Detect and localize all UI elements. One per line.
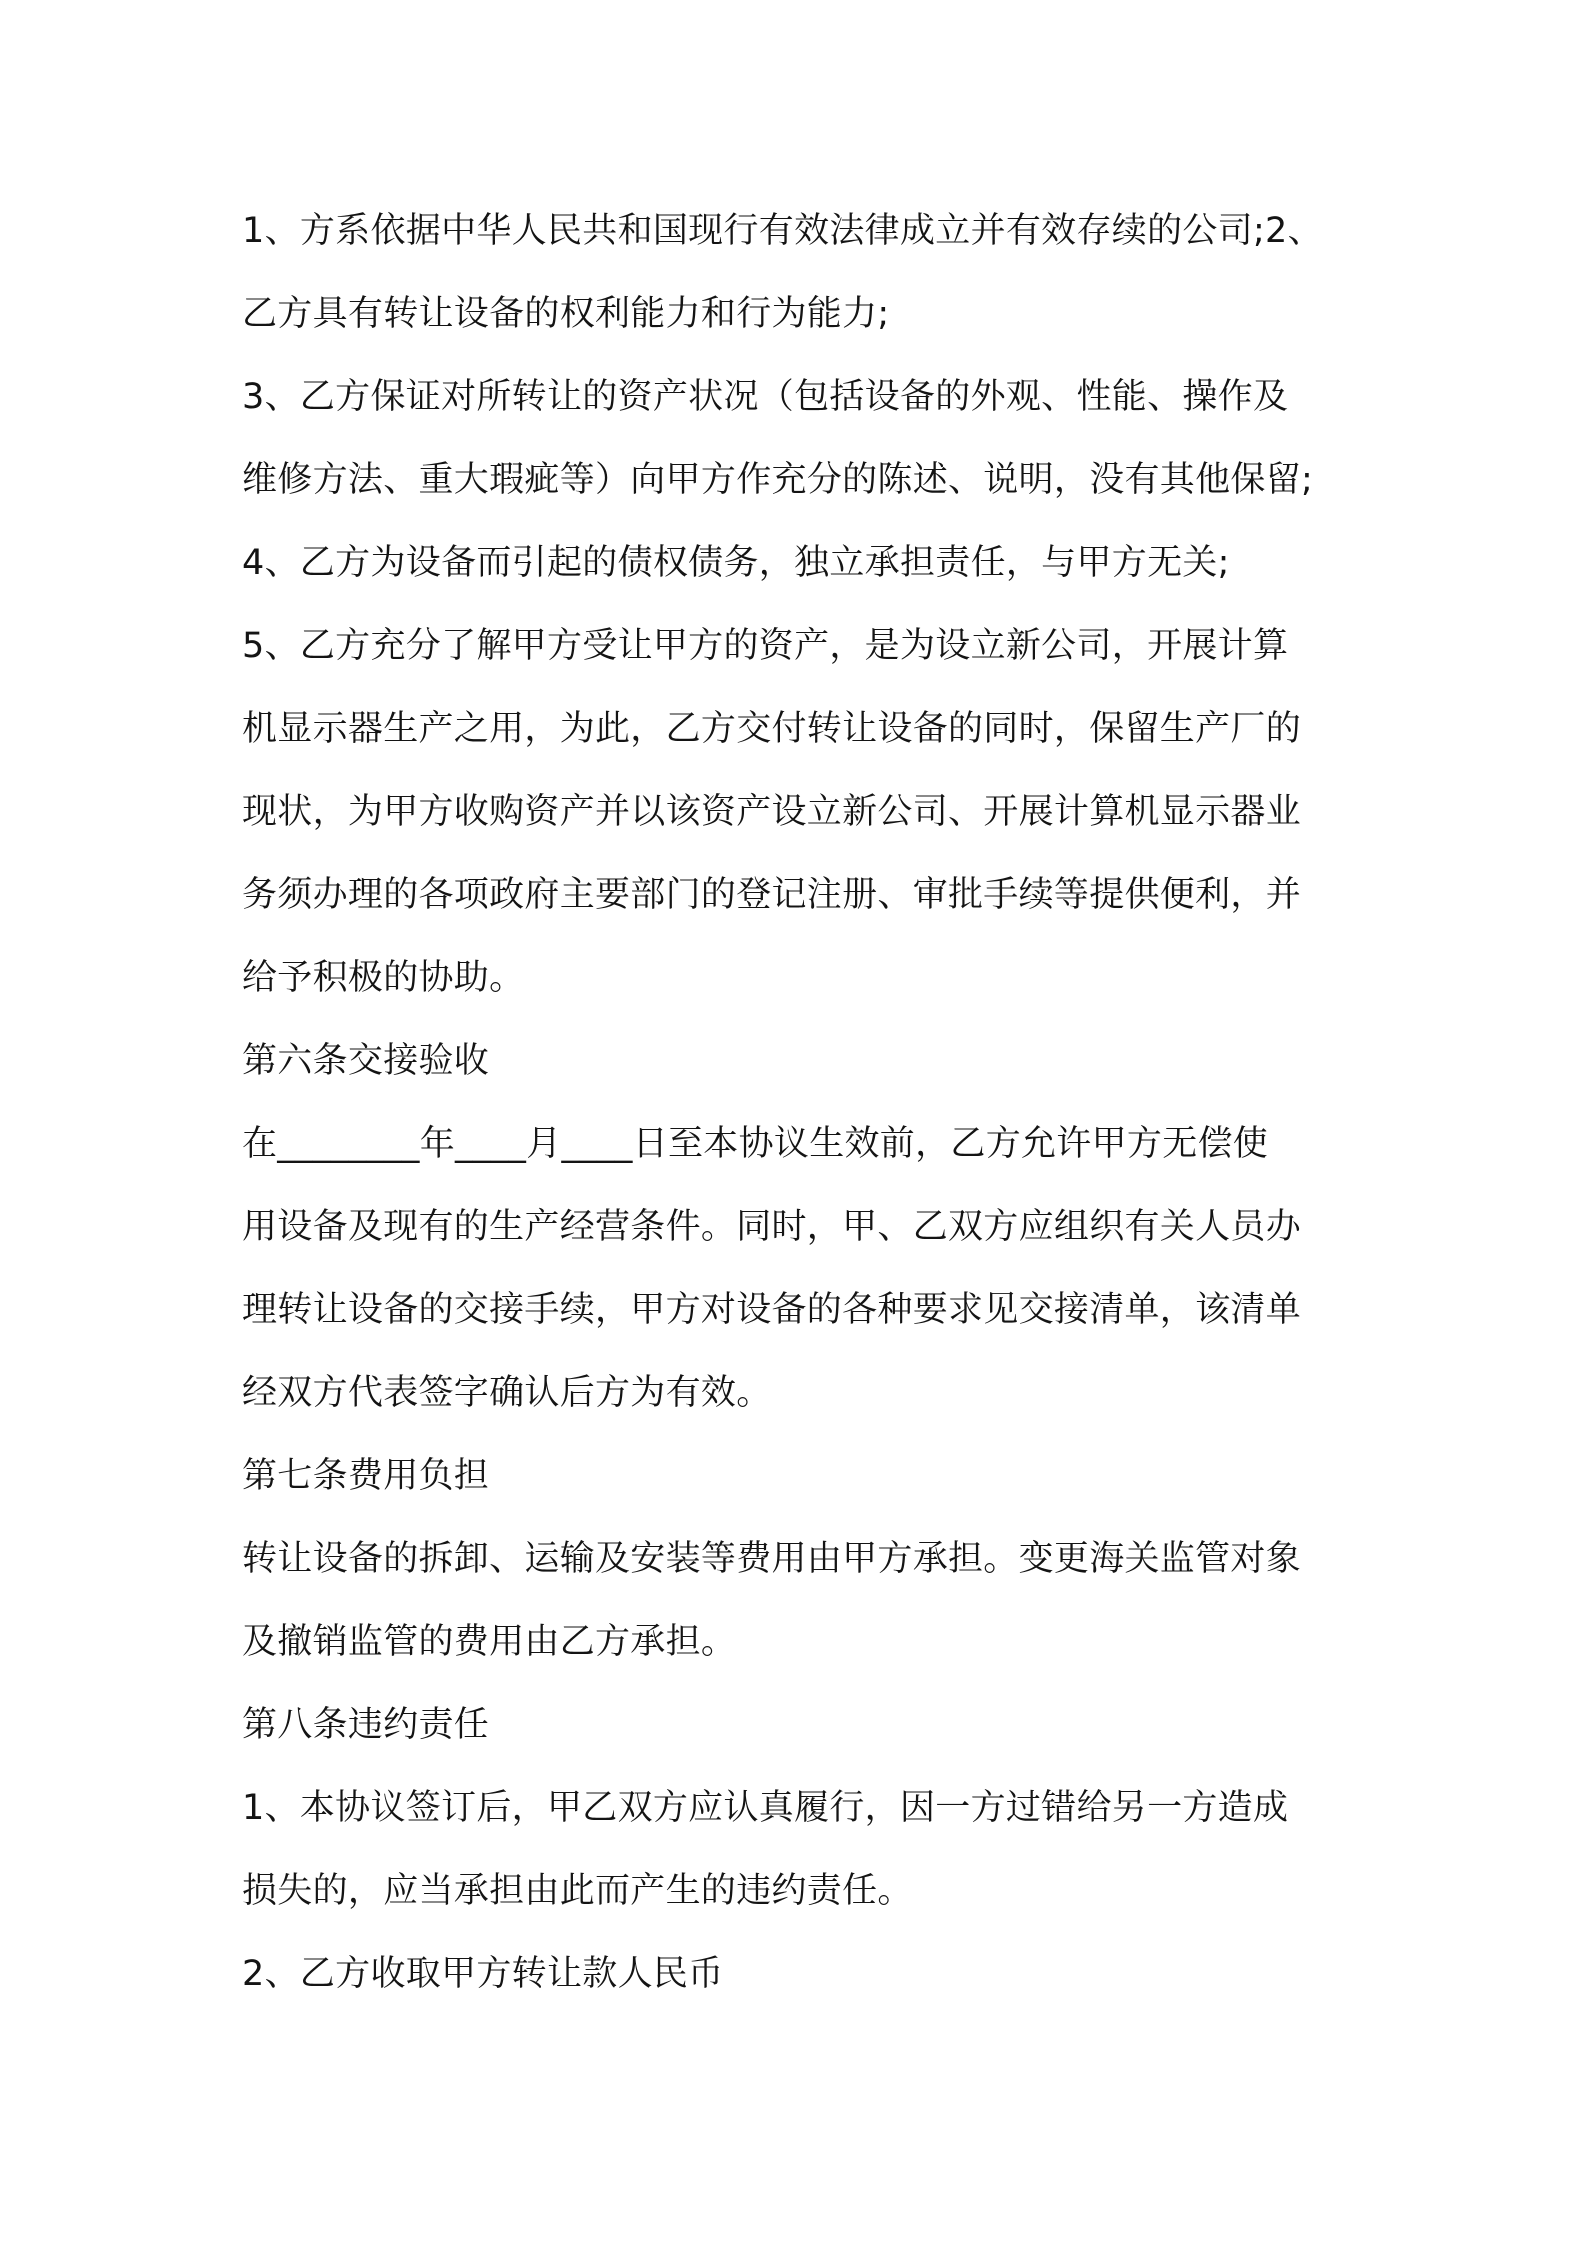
section-heading-7: 第七条费用负担 (242, 1456, 490, 1496)
clause-line: 3、乙方保证对所转让的资产状况（包括设备的外观、性能、操作及 (242, 377, 1289, 417)
clause-line: 用设备及现有的生产经营条件。同时，甲、乙双方应组织有关人员办 (242, 1207, 1302, 1247)
clause-line: 1、本协议签订后，甲乙双方应认真履行，因一方过错给另一方造成 (242, 1788, 1289, 1828)
clause-line: 转让设备的拆卸、运输及安装等费用由甲方承担。变更海关监管对象 (242, 1539, 1302, 1579)
clause-line: 在________年____月____日至本协议生效前，乙方允许甲方无偿使 (242, 1124, 1269, 1164)
clause-line: 给予积极的协助。 (242, 958, 525, 998)
clause-line: 务须办理的各项政府主要部门的登记注册、审批手续等提供便利，并 (242, 875, 1302, 915)
clause-line: 及撤销监管的费用由乙方承担。 (242, 1622, 737, 1662)
clause-line: 损失的，应当承担由此而产生的违约责任。 (242, 1871, 913, 1911)
clause-line: 5、乙方充分了解甲方受让甲方的资产，是为设立新公司，开展计算 (242, 626, 1289, 666)
clause-line: 乙方具有转让设备的权利能力和行为能力; (242, 294, 890, 334)
clause-line: 1、方系依据中华人民共和国现行有效法律成立并有效存续的公司;2、 (242, 211, 1323, 251)
clause-line: 现状，为甲方收购资产并以该资产设立新公司、开展计算机显示器业 (242, 792, 1302, 832)
clause-line: 维修方法、重大瑕疵等）向甲方作充分的陈述、说明，没有其他保留; (242, 460, 1314, 500)
clause-line: 4、乙方为设备而引起的债权债务，独立承担责任，与甲方无关; (242, 543, 1230, 583)
clause-line: 理转让设备的交接手续，甲方对设备的各种要求见交接清单，该清单 (242, 1290, 1302, 1330)
section-heading-6: 第六条交接验收 (242, 1041, 490, 1081)
section-heading-8: 第八条违约责任 (242, 1705, 490, 1745)
clause-line: 机显示器生产之用，为此，乙方交付转让设备的同时，保留生产厂的 (242, 709, 1302, 749)
clause-line: 2、乙方收取甲方转让款人民币 (242, 1954, 724, 1994)
clause-line: 经双方代表签字确认后方为有效。 (242, 1373, 772, 1413)
